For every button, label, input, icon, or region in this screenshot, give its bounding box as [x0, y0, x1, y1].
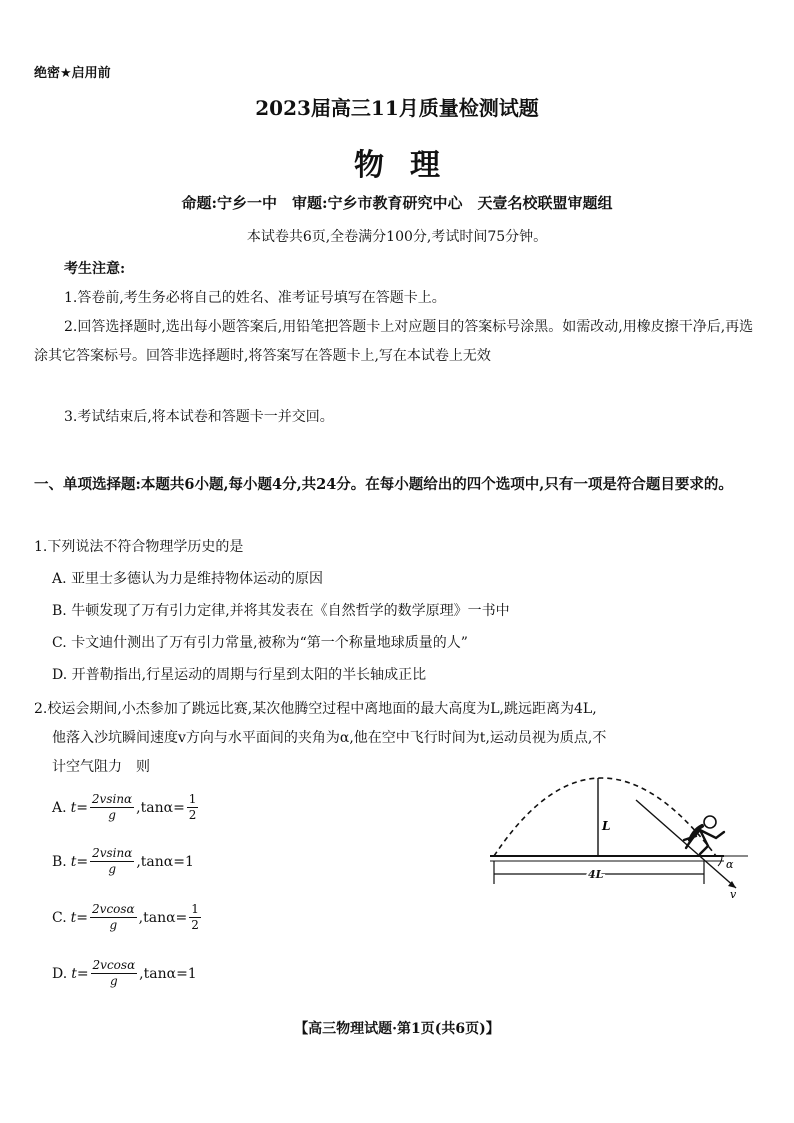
- option-label: A.: [52, 799, 67, 816]
- height-label: L: [602, 819, 611, 833]
- fraction-denominator: g: [108, 808, 116, 822]
- answer-numerator: 1: [188, 792, 197, 806]
- notice-item-3: 3.考试结束后,将本试卷和答题卡一并交回。: [64, 409, 334, 425]
- answer-numerator: 1: [191, 902, 199, 916]
- answer-value: 1: [187, 965, 197, 982]
- fraction-denominator: g: [108, 862, 117, 876]
- option-rest: ,tanα=: [139, 965, 188, 982]
- option-var: t=: [70, 909, 89, 926]
- authors-line: 命题:宁乡一中 审题:宁乡市教育研究中心 天壹名校联盟审题组: [181, 194, 613, 212]
- question-1-stem: 1.下列说法不符合物理学历史的是: [34, 539, 244, 555]
- fraction-numerator: 2vcosα: [92, 958, 136, 972]
- q1-option-d: D. 开普勒指出,行星运动的周期与行星到太阳的半长轴成正比: [52, 667, 427, 683]
- subject-title: 物理: [354, 148, 466, 183]
- option-rest: ,tanα=: [136, 853, 185, 870]
- trajectory-arc: [494, 778, 716, 856]
- fraction: [90, 846, 134, 877]
- answer-fraction: [187, 792, 199, 823]
- q1-option-a: A. 亚里士多德认为力是维持物体运动的原因: [52, 571, 324, 587]
- notice-heading: 考生注意:: [64, 261, 126, 277]
- answer-fraction: [189, 902, 201, 933]
- q1-option-b: B. 牛顿发现了万有引力定律,并将其发表在《自然哲学的数学原理》一书中: [52, 603, 510, 619]
- q1-option-c: C. 卡文迪什测出了万有引力常量,被称为“第一个称量地球质量的人”: [52, 635, 468, 651]
- exam-title: 2023届高三11月质量检测试题: [255, 96, 539, 120]
- q2-option-a: [52, 792, 200, 823]
- option-label: C.: [52, 909, 67, 926]
- exam-info: 本试卷共6页,全卷满分100分,考试时间75分钟。: [246, 229, 548, 245]
- notice-item-1: 1.答卷前,考生务必将自己的姓名、准考证号填写在答题卡上。: [64, 290, 446, 306]
- option-label: B.: [52, 853, 67, 870]
- q2-option-d: [52, 958, 197, 989]
- option-rest: ,tanα=: [138, 909, 188, 926]
- q2-option-c: [52, 902, 203, 933]
- q2-stem-line-1: 2.校运会期间,小杰参加了跳远比赛,某次他腾空过程中离地面的最大高度为L,跳远距离为4L,: [34, 701, 597, 717]
- page-footer: 【高三物理试题·第1页(共6页)】: [294, 1021, 500, 1037]
- answer-denominator: 2: [188, 808, 197, 822]
- answer-denominator: 2: [191, 918, 199, 932]
- option-var: t=: [70, 799, 88, 816]
- fraction: [91, 958, 138, 989]
- velocity-line: [636, 800, 736, 888]
- q2-stem-line-3: 计空气阻力 则: [52, 759, 150, 775]
- fraction: [90, 902, 137, 933]
- distance-label: 4L: [588, 868, 604, 881]
- fraction-denominator: g: [109, 918, 118, 932]
- long-jump-diagram: [486, 760, 756, 900]
- answer-value: 1: [184, 853, 194, 870]
- section-heading: 一、单项选择题:本题共6小题,每小题4分,共24分。在每小题给出的四个选项中,只有一项是符合题目要求的。: [34, 476, 733, 493]
- fraction: [90, 792, 134, 823]
- option-rest: ,tanα=: [136, 799, 185, 816]
- fraction-numerator: 2vsinα: [92, 846, 133, 860]
- fraction-numerator: 2vcosα: [92, 902, 135, 916]
- fraction-denominator: g: [110, 974, 118, 988]
- option-var: t=: [70, 853, 89, 870]
- option-var: t=: [71, 965, 89, 982]
- velocity-label: v: [730, 888, 737, 900]
- q2-stem-line-2: 他落入沙坑瞬间速度v方向与水平面间的夹角为α,他在空中飞行时间为t,运动员视为质点,不: [52, 730, 607, 746]
- fraction-numerator: 2vsinα: [91, 792, 133, 806]
- notice-item-2: 2.回答选择题时,选出每小题答案后,用铅笔把答题卡上对应题目的答案标号涂黑。如需改动,用橡皮擦干净后,再选涂其它答案标号。回答非选择题时,将答案写在答题卡上,写在本试卷上无效: [34, 319, 754, 364]
- q2-option-b: [52, 846, 194, 877]
- secret-label: 绝密★启用前: [34, 66, 111, 81]
- option-label: D.: [52, 965, 68, 982]
- angle-label: α: [726, 858, 734, 871]
